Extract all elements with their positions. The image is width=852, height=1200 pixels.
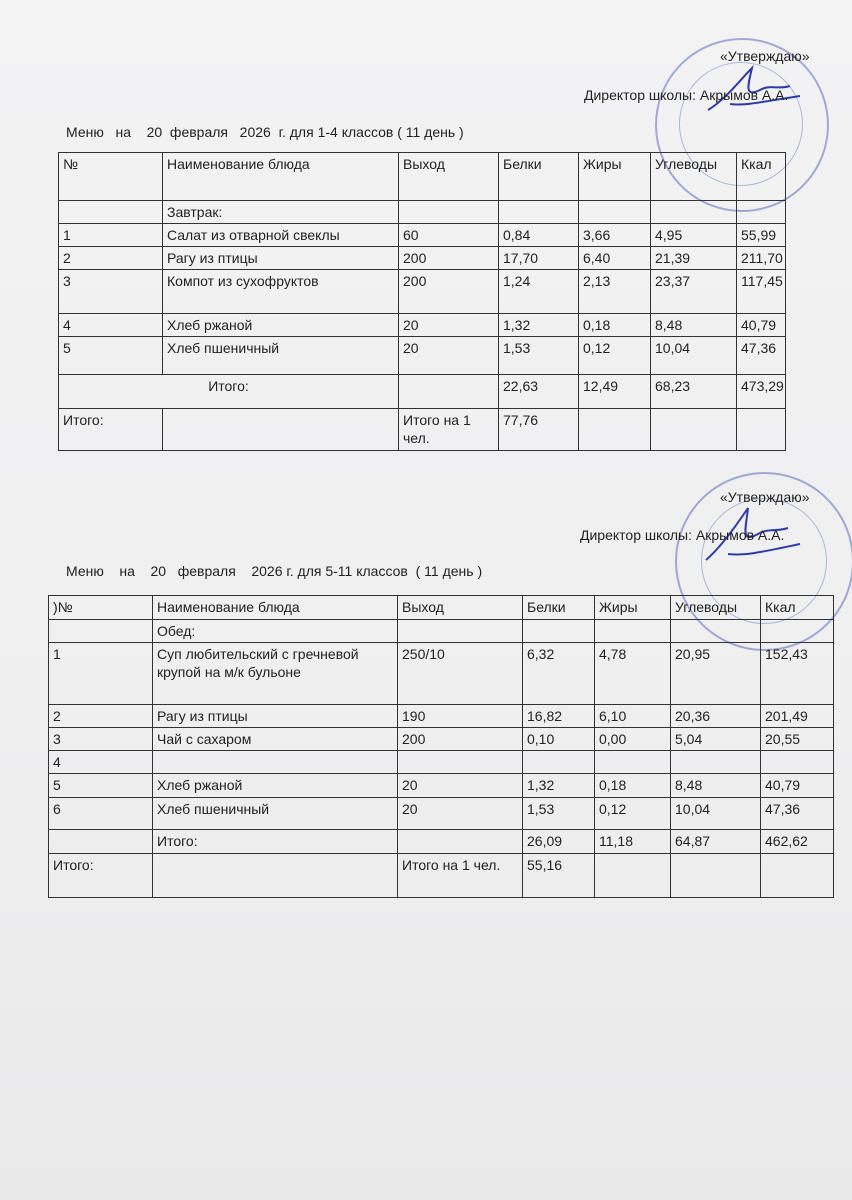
cell: 40,79 — [761, 774, 834, 798]
cell: 4,78 — [595, 643, 671, 705]
cell: Хлеб ржаной — [153, 774, 398, 798]
table-row — [49, 643, 834, 705]
cell: 16,82 — [523, 705, 595, 728]
total-cell: 11,18 — [595, 830, 671, 854]
meal-row — [59, 201, 786, 224]
header-cell: Выход — [399, 153, 499, 201]
header-cell: Наименование блюда — [153, 596, 398, 620]
cell: 1 — [49, 643, 153, 705]
summary-label: Итого: — [49, 854, 153, 898]
cell: 8,48 — [651, 314, 737, 337]
cell — [595, 751, 671, 774]
cell: 250/10 — [398, 643, 523, 705]
cell: 10,04 — [671, 798, 761, 830]
cell: Салат из отварной свеклы — [163, 224, 399, 247]
cell: 40,79 — [737, 314, 786, 337]
per-person-value: 55,16 — [523, 854, 595, 898]
summary-row — [49, 854, 834, 898]
cell: Хлеб ржаной — [163, 314, 399, 337]
cell: 2,13 — [579, 270, 651, 314]
cell: 200 — [399, 247, 499, 270]
cell: 1,53 — [523, 798, 595, 830]
cell: 55,99 — [737, 224, 786, 247]
per-person-label: Итого на 1 чел. — [399, 409, 499, 451]
total-label: Итого: — [153, 830, 398, 854]
header-cell: Жиры — [579, 153, 651, 201]
total-cell: 473,29 — [737, 375, 786, 409]
cell: 0,12 — [595, 798, 671, 830]
table-row — [59, 247, 786, 270]
cell: 152,43 — [761, 643, 834, 705]
cell: 0,18 — [579, 314, 651, 337]
cell — [671, 751, 761, 774]
cell: 20,55 — [761, 728, 834, 751]
total-cell: 22,63 — [499, 375, 579, 409]
total-cell: 12,49 — [579, 375, 651, 409]
meal-label: Обед: — [153, 620, 398, 643]
table-header-row — [59, 153, 786, 201]
menu-title-2: Меню на 20 февраля 2026 г. для 5-11 классов ( 11 день ) — [66, 563, 483, 579]
cell: 4 — [49, 751, 153, 774]
cell: 23,37 — [651, 270, 737, 314]
summary-row — [59, 409, 786, 451]
cell: 20,36 — [671, 705, 761, 728]
header-cell: Белки — [523, 596, 595, 620]
table-row — [59, 314, 786, 337]
cell: 0,84 — [499, 224, 579, 247]
header-cell: № — [59, 153, 163, 201]
table-header-row — [49, 596, 834, 620]
cell: 20 — [398, 798, 523, 830]
cell: 1,32 — [499, 314, 579, 337]
director-label-1: Директор школы: Акрымов А.А. — [584, 87, 789, 103]
table-row — [59, 224, 786, 247]
header-cell: )№ — [49, 596, 153, 620]
cell: 20 — [399, 337, 499, 375]
cell: 211,70 — [737, 247, 786, 270]
cell: 2 — [49, 705, 153, 728]
table-row — [59, 270, 786, 314]
cell: 3 — [49, 728, 153, 751]
cell — [523, 751, 595, 774]
cell — [153, 751, 398, 774]
cell — [398, 751, 523, 774]
director-label-2: Директор школы: Акрымов А.А. — [580, 527, 785, 543]
header-cell: Углеводы — [671, 596, 761, 620]
menu-title-1: Меню на 20 февраля 2026 г. для 1-4 классов ( 11 день ) — [66, 124, 464, 140]
header-cell: Белки — [499, 153, 579, 201]
table-row — [59, 337, 786, 375]
header-cell: Выход — [398, 596, 523, 620]
cell: 20 — [398, 774, 523, 798]
table-row — [49, 798, 834, 830]
total-cell: 68,23 — [651, 375, 737, 409]
cell: 5 — [49, 774, 153, 798]
total-cell: 462,62 — [761, 830, 834, 854]
cell: Хлеб пшеничный — [153, 798, 398, 830]
approve-label-2: «Утверждаю» — [720, 489, 810, 505]
cell: 47,36 — [737, 337, 786, 375]
table-row — [49, 705, 834, 728]
cell: 5,04 — [671, 728, 761, 751]
cell: 47,36 — [761, 798, 834, 830]
table-row — [49, 728, 834, 751]
cell: Суп любительский с гречневой крупой на м/к бульоне — [153, 643, 398, 705]
cell: 8,48 — [671, 774, 761, 798]
total-row — [49, 830, 834, 854]
cell: 4 — [59, 314, 163, 337]
cell: 20,95 — [671, 643, 761, 705]
total-cell: 64,87 — [671, 830, 761, 854]
cell: 190 — [398, 705, 523, 728]
header-cell: Жиры — [595, 596, 671, 620]
cell: 17,70 — [499, 247, 579, 270]
summary-label: Итого: — [59, 409, 163, 451]
cell: 1,53 — [499, 337, 579, 375]
total-cell: 26,09 — [523, 830, 595, 854]
cell: 201,49 — [761, 705, 834, 728]
cell: 0,12 — [579, 337, 651, 375]
cell: 6,32 — [523, 643, 595, 705]
cell: 1,24 — [499, 270, 579, 314]
per-person-label: Итого на 1 чел. — [398, 854, 523, 898]
cell: 2 — [59, 247, 163, 270]
menu-table-grades-5-11 — [48, 595, 834, 898]
cell: 6,40 — [579, 247, 651, 270]
header-cell: Наименование блюда — [163, 153, 399, 201]
cell: Хлеб пшеничный — [163, 337, 399, 375]
cell: 60 — [399, 224, 499, 247]
cell: 20 — [399, 314, 499, 337]
cell: 3 — [59, 270, 163, 314]
meal-label: Завтрак: — [163, 201, 399, 224]
cell: 6 — [49, 798, 153, 830]
cell: 0,00 — [595, 728, 671, 751]
cell: Чай с сахаром — [153, 728, 398, 751]
meal-row — [49, 620, 834, 643]
header-cell: Ккал — [761, 596, 834, 620]
header-cell: Ккал — [737, 153, 786, 201]
total-row — [59, 375, 786, 409]
cell: Рагу из птицы — [153, 705, 398, 728]
cell: 1 — [59, 224, 163, 247]
cell: 117,45 — [737, 270, 786, 314]
cell: 10,04 — [651, 337, 737, 375]
cell: 1,32 — [523, 774, 595, 798]
cell: Компот из сухофруктов — [163, 270, 399, 314]
cell: 5 — [59, 337, 163, 375]
cell: Рагу из птицы — [163, 247, 399, 270]
cell: 4,95 — [651, 224, 737, 247]
header-cell: Углеводы — [651, 153, 737, 201]
cell: 200 — [398, 728, 523, 751]
cell: 0,18 — [595, 774, 671, 798]
per-person-value: 77,76 — [499, 409, 579, 451]
total-label: Итого: — [59, 375, 399, 409]
cell: 21,39 — [651, 247, 737, 270]
cell: 6,10 — [595, 705, 671, 728]
table-row — [49, 774, 834, 798]
cell — [761, 751, 834, 774]
menu-table-grades-1-4 — [58, 152, 786, 451]
cell: 200 — [399, 270, 499, 314]
cell: 3,66 — [579, 224, 651, 247]
table-row — [49, 751, 834, 774]
cell: 0,10 — [523, 728, 595, 751]
approve-label-1: «Утверждаю» — [720, 48, 810, 64]
